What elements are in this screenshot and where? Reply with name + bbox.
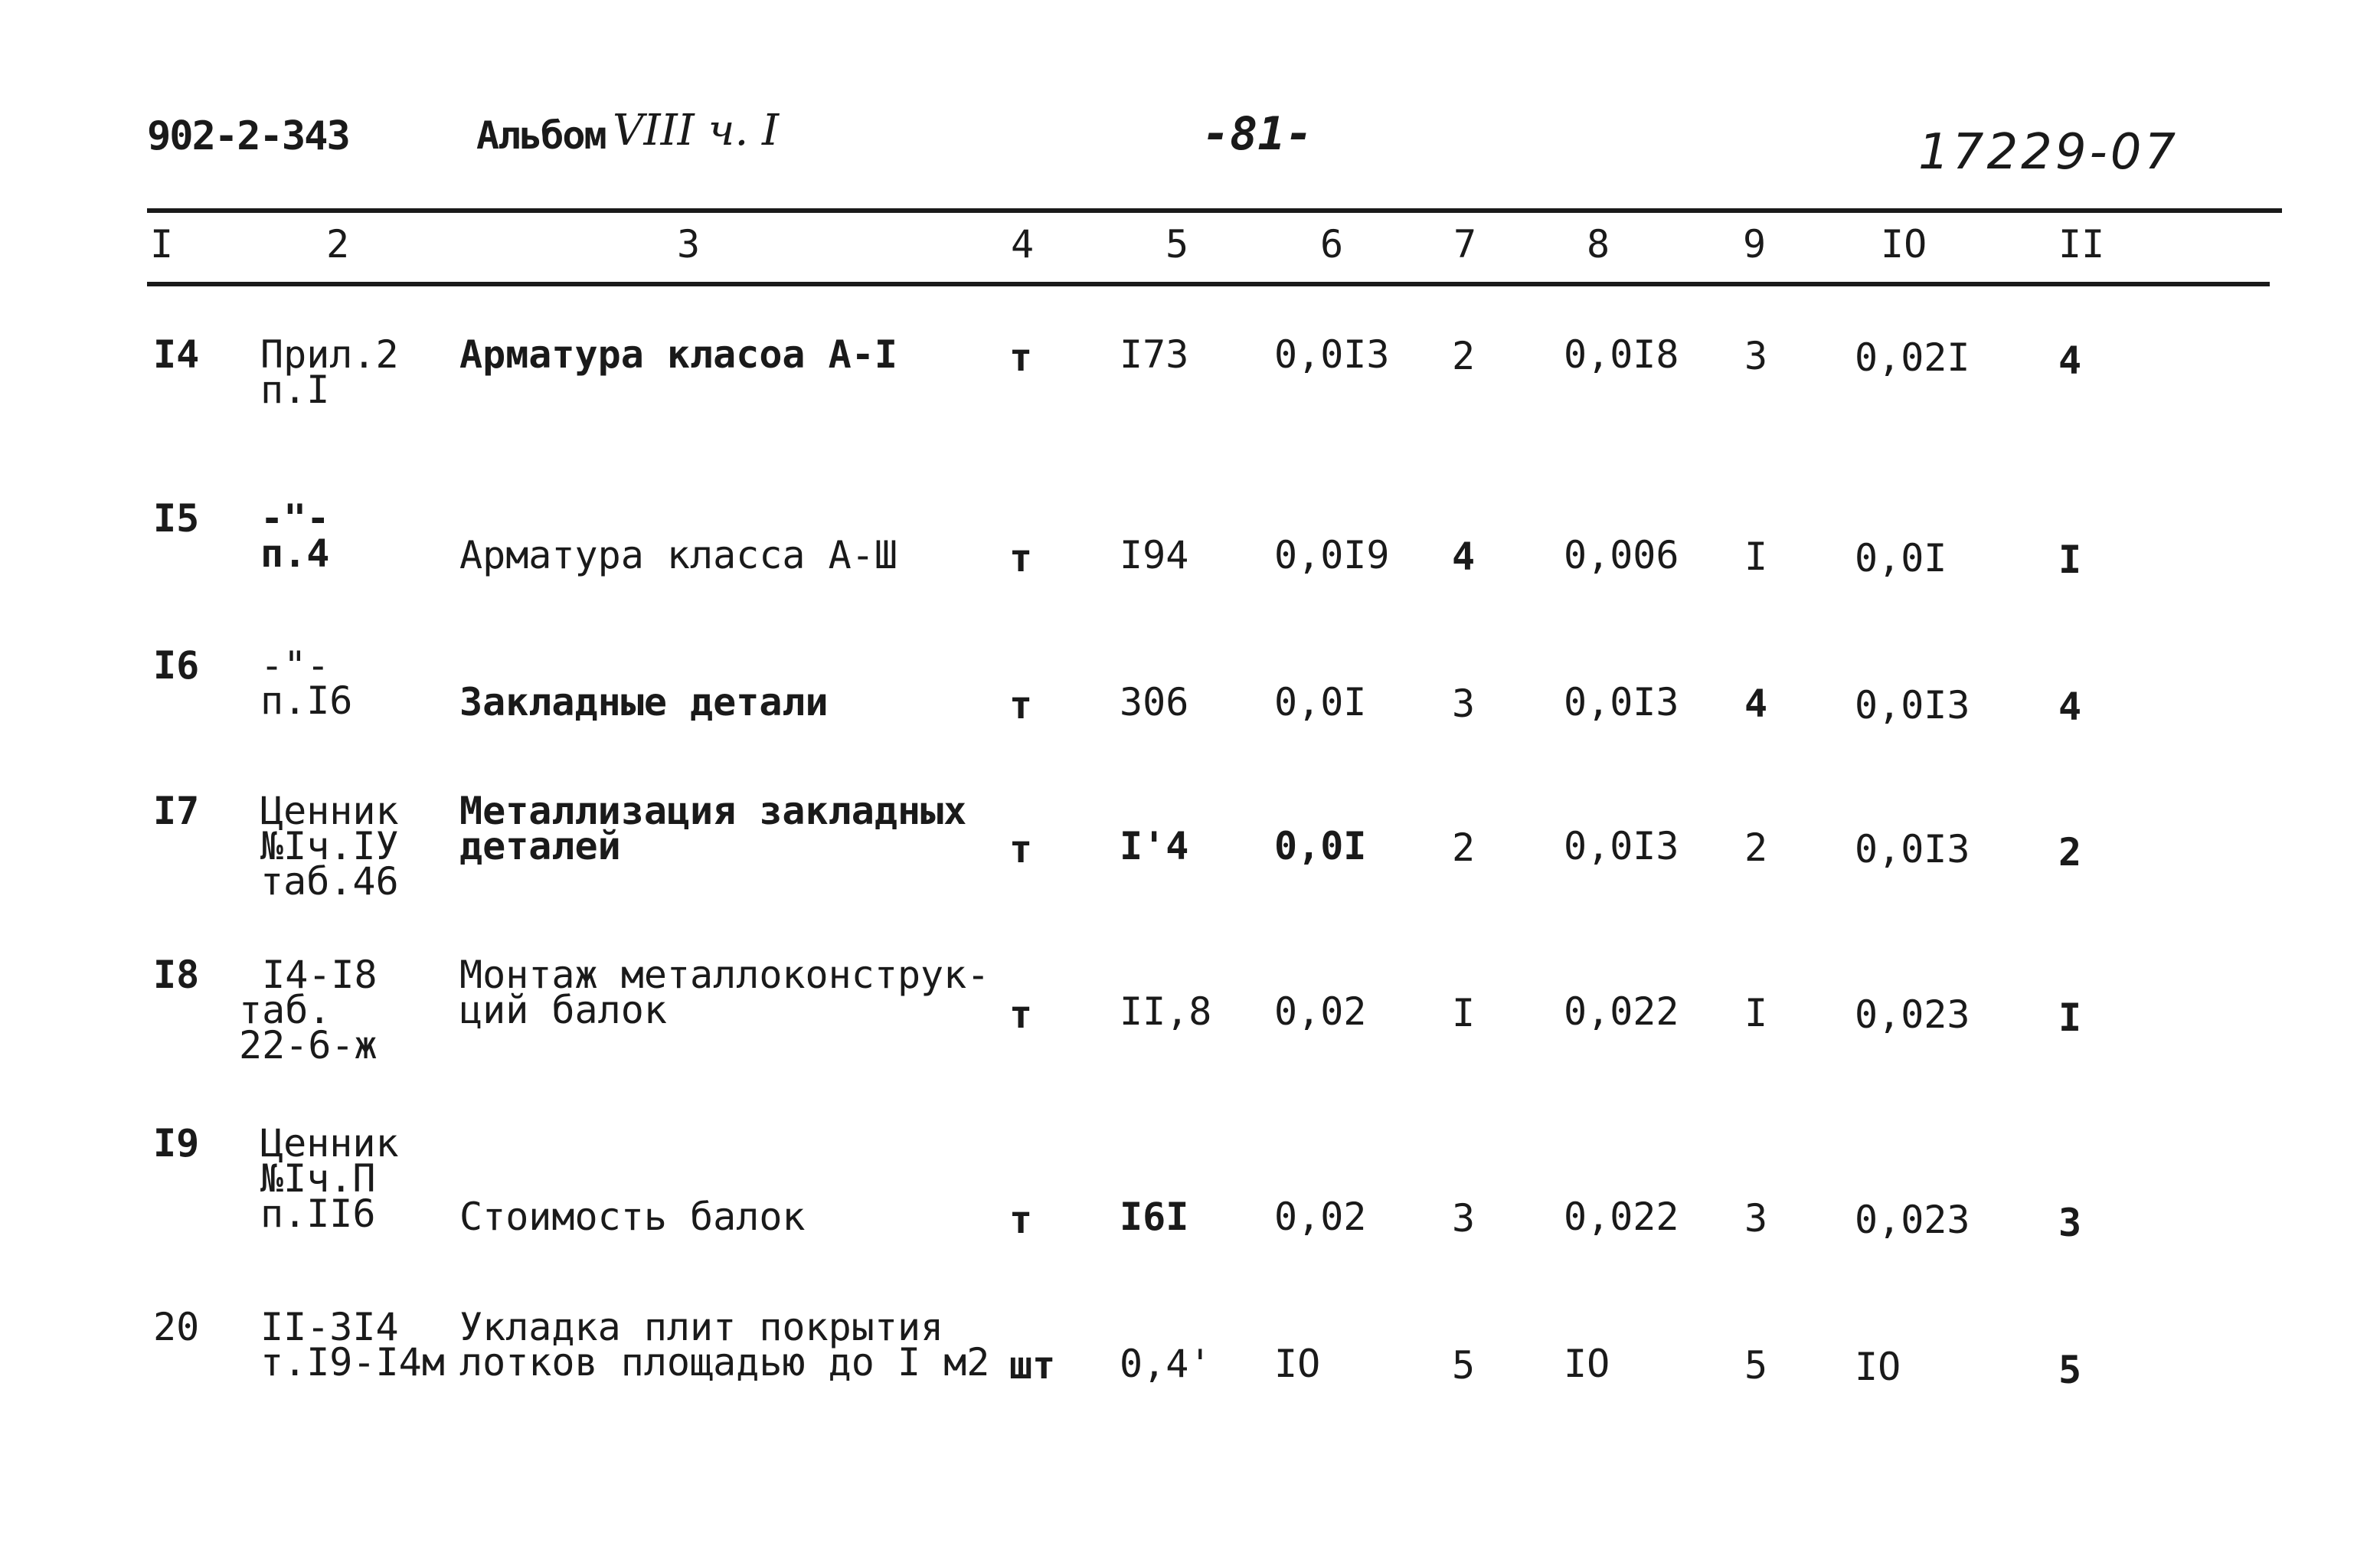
column-header-6: 6: [1320, 222, 1344, 266]
row-col5: 0,4': [1120, 1342, 1212, 1386]
row-col10: 0,0I: [1855, 536, 1947, 580]
row-basis: I4-I8 таб. 22-6-ж: [239, 953, 378, 1067]
row-col10: 0,0I3: [1855, 683, 1970, 727]
row-col11: I: [2058, 996, 2082, 1040]
row-col6: 0,0I3: [1274, 332, 1390, 377]
row-col11: 2: [2058, 830, 2082, 875]
row-col8: IO: [1564, 1342, 1610, 1386]
row-col10: 0,02I: [1855, 335, 1970, 380]
row-col11: 3: [2058, 1201, 2082, 1245]
row-col5: I73: [1120, 332, 1189, 377]
row-name: Арматура класоа А-I: [459, 332, 897, 377]
row-number: I9: [153, 1121, 200, 1166]
row-col9: 5: [1744, 1343, 1768, 1388]
row-col6: 0,0I: [1274, 824, 1367, 868]
column-header-5: 5: [1165, 222, 1189, 266]
document-number: 17229-07: [1918, 124, 2179, 181]
page-number: -81-: [1202, 107, 1313, 161]
project-code: 902-2-343: [147, 113, 349, 159]
row-col7: I: [1452, 991, 1476, 1035]
row-unit: т: [1009, 827, 1033, 871]
column-header-7: 7: [1453, 222, 1477, 266]
row-basis: II-3I4 т.I9-I4м: [260, 1305, 445, 1385]
row-unit: т: [1009, 335, 1033, 380]
row-col9: 3: [1744, 334, 1768, 378]
album-label: Альбом: [476, 113, 606, 158]
row-col8: 0,0I3: [1564, 680, 1679, 724]
album-volume-handwritten: VIII ч. I: [613, 106, 780, 155]
row-col6: IO: [1274, 1342, 1321, 1386]
row-unit: т: [1009, 536, 1033, 580]
row-number: I4: [153, 332, 200, 377]
column-header-11: II: [2058, 222, 2105, 266]
row-col5: 306: [1120, 680, 1189, 724]
row-col9: 3: [1744, 1196, 1768, 1241]
row-col7: 2: [1452, 334, 1476, 378]
column-header-4: 4: [1011, 222, 1035, 266]
row-col9: 2: [1744, 826, 1768, 870]
row-name: Металлизация закладных деталей: [459, 789, 967, 868]
row-basis: -"- п.I6: [260, 643, 353, 723]
row-col5: I'4: [1120, 824, 1189, 868]
row-col8: 0,006: [1564, 533, 1679, 577]
row-col7: 4: [1452, 535, 1476, 579]
row-col5: II,8: [1120, 989, 1212, 1034]
row-col10: IO: [1855, 1345, 1901, 1389]
row-name: Монтаж металлоконструк- ций балок: [459, 953, 990, 1032]
column-header-2: 2: [326, 222, 350, 266]
row-basis: -"- п.4: [260, 496, 330, 576]
column-header-9: 9: [1743, 222, 1767, 266]
row-col8: 0,0I3: [1564, 824, 1679, 868]
row-col7: 5: [1452, 1343, 1476, 1388]
row-col11: 4: [2058, 685, 2082, 729]
row-number: 20: [153, 1305, 200, 1349]
row-col6: 0,02: [1274, 1195, 1367, 1239]
row-number: I6: [153, 643, 200, 688]
row-number: I7: [153, 789, 200, 833]
row-col8: 0,022: [1564, 989, 1679, 1034]
row-col7: 2: [1452, 826, 1476, 870]
row-col8: 0,0I8: [1564, 332, 1679, 377]
row-col8: 0,022: [1564, 1195, 1679, 1239]
row-col7: 3: [1452, 682, 1476, 726]
column-header-1: I: [150, 222, 174, 266]
column-header-8: 8: [1587, 222, 1610, 266]
row-col10: 0,023: [1855, 1198, 1970, 1242]
row-basis: Ценник №Iч.IУ таб.46: [260, 789, 399, 904]
row-number: I5: [153, 496, 200, 541]
row-unit: т: [1009, 992, 1033, 1037]
row-col10: 0,023: [1855, 992, 1970, 1037]
row-name: Арматура класса А-Ш: [459, 533, 897, 577]
row-name: Закладные детали: [459, 680, 829, 724]
row-col11: 4: [2058, 338, 2082, 383]
row-col9: 4: [1744, 682, 1768, 726]
row-col9: I: [1744, 535, 1768, 579]
row-name: Стоимость балок: [459, 1195, 806, 1239]
row-col6: 0,0I9: [1274, 533, 1390, 577]
row-unit: т: [1009, 683, 1033, 727]
row-unit: шт: [1009, 1343, 1056, 1388]
row-basis: Прил.2 п.I: [260, 332, 399, 412]
row-col7: 3: [1452, 1196, 1476, 1241]
row-col5: I94: [1120, 533, 1189, 577]
column-header-3: 3: [677, 222, 701, 266]
table-top-rule: [147, 208, 2282, 213]
row-col11: I: [2058, 538, 2082, 582]
row-col5: I6I: [1120, 1195, 1189, 1239]
row-col11: 5: [2058, 1348, 2082, 1392]
row-col9: I: [1744, 991, 1768, 1035]
row-col6: 0,0I: [1274, 680, 1367, 724]
row-name: Укладка плит покрытия лотков площадью до I м2: [459, 1305, 990, 1385]
table-header-rule: [147, 282, 2270, 286]
row-col6: 0,02: [1274, 989, 1367, 1034]
row-unit: т: [1009, 1198, 1033, 1242]
row-basis: Ценник №Iч.П п.II6: [260, 1121, 399, 1236]
row-number: I8: [153, 953, 200, 997]
row-col10: 0,0I3: [1855, 827, 1970, 871]
column-header-10: IO: [1881, 222, 1927, 266]
